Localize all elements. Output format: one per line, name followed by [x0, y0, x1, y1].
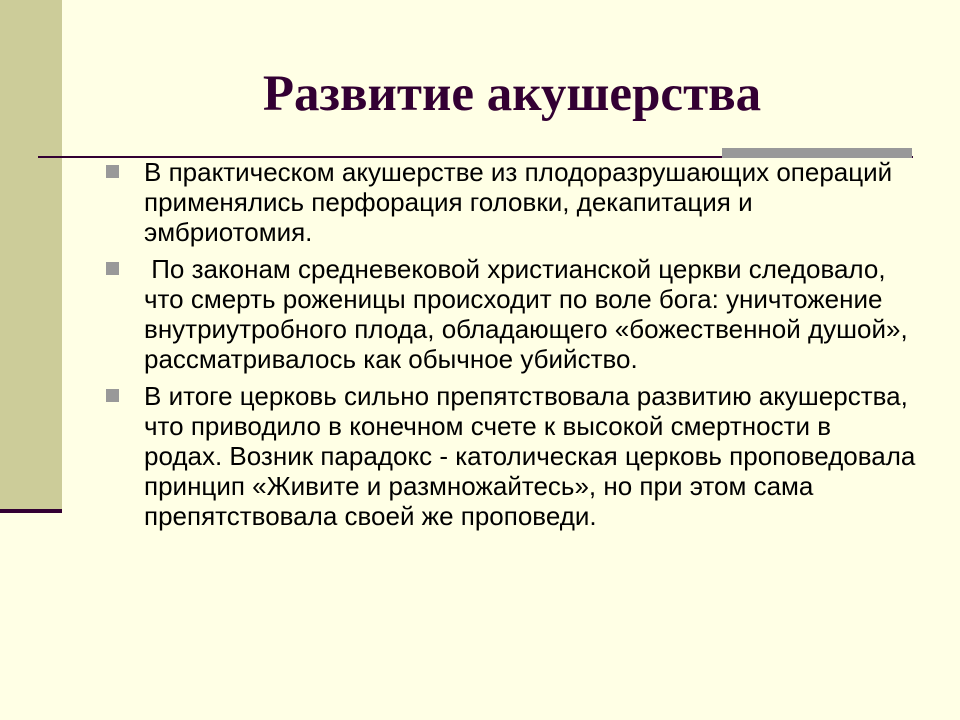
left-band-divider	[0, 509, 62, 513]
square-bullet-icon	[106, 262, 119, 275]
slide-title: Развитие акушерства	[262, 66, 762, 122]
square-bullet-icon	[106, 389, 119, 402]
square-bullet-icon	[106, 165, 119, 178]
bullet-text: По законам средневековой христианской церкви следовало, что смерть роженицы происходит по воле бога: уничтожение внутриутробного плода, обладающего «божественной душой», рассматривалось как обычное убийство.	[144, 254, 915, 374]
bullet-list	[106, 157, 916, 538]
bullet-item	[106, 157, 916, 247]
bullet-item	[106, 381, 916, 531]
bullet-text: В итоге церковь сильно препятствовала развитию акушерства, что приводило в конечном счете к высокой смертности в родах. Возник парадокс - католическая церковь проповедовала принцип «Живите и размножайтесь», но при этом сама препятствовала своей же проповеди.	[144, 381, 916, 531]
bullet-text: В практическом акушерстве из плодоразрушающих операций применялись перфорация головки, декапитация и эмбриотомия.	[144, 157, 893, 247]
bullet-item	[106, 254, 916, 374]
left-decorative-band	[0, 0, 62, 511]
